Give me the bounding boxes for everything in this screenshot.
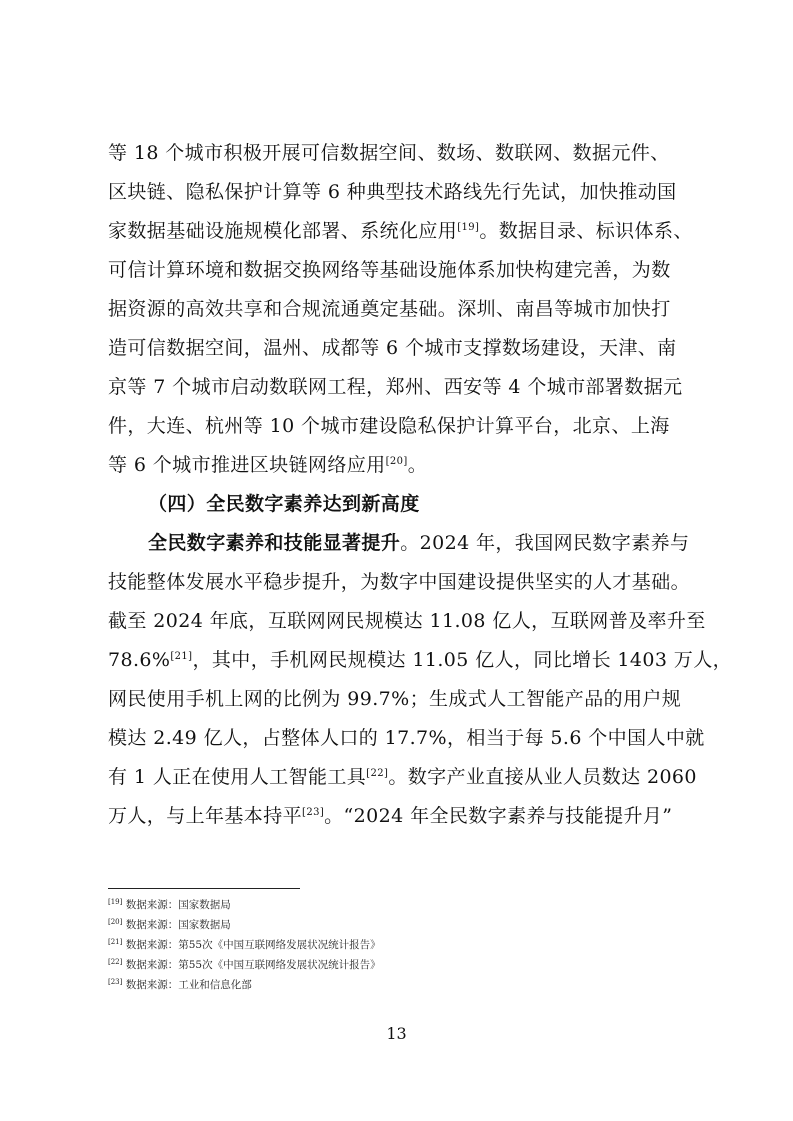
body-line: 件，大连、杭州等 10 个城市建设隐私保护计算平台，北京、上海 (108, 415, 670, 437)
lead-phrase: 全民数字素养和技能显著提升 (148, 532, 401, 554)
body-line: 造可信数据空间，温州、成都等 6 个城市支撑数场建设，天津、南 (108, 337, 677, 359)
body-line: 京等 7 个城市启动数联网工程，郑州、西安等 4 个城市部署数据元 (108, 376, 683, 398)
footnote-ref-21[interactable]: [21] (170, 651, 193, 662)
body-line: 模达 2.49 亿人，占整体人口的 17.7%，相当于每 5.6 个中国人中就 (108, 727, 705, 749)
body-line: 网民使用手机上网的比例为 99.7%；生成式人工智能产品的用户规 (108, 688, 682, 710)
section-heading: （四）全民数字素养达到新高度 (148, 493, 420, 515)
page-number: 13 (386, 1024, 407, 1043)
body-line: 全民数字素养和技能显著提升。2024 年，我国网民数字素养与 (148, 532, 690, 554)
body-line: 区块链、隐私保护计算等 6 种典型技术路线先行先试，加快推动国 (108, 181, 677, 203)
body-line: 据资源的高效共享和合规流通奠定基础。深圳、南昌等城市加快打 (108, 298, 671, 320)
footnote: [19] 数据来源：国家数据局 (108, 898, 231, 911)
footnote-ref-20[interactable]: [20] (385, 456, 408, 467)
body-line: 78.6%[21]，其中，手机网民规模达 11.05 亿人，同比增长 1403 万人， (108, 649, 733, 671)
footnote: [21] 数据来源：第55次《中国互联网络发展状况统计报告》 (108, 938, 381, 951)
footnote: [20] 数据来源：国家数据局 (108, 918, 231, 931)
footnote: [22] 数据来源：第55次《中国互联网络发展状况统计报告》 (108, 958, 381, 971)
body-line: 等 6 个城市推进区块链网络应用[20]。 (108, 454, 428, 476)
body-line: 万人，与上年基本持平[23]。“2024 年全民数字素养与技能提升月” (108, 805, 673, 827)
footnote-separator (108, 888, 300, 889)
footnote-ref-23[interactable]: [23] (302, 807, 325, 818)
body-line: 技能整体发展水平稳步提升，为数字中国建设提供坚实的人才基础。 (108, 571, 691, 593)
body-line: 等 18 个城市积极开展可信数据空间、数场、数联网、数据元件、 (108, 142, 670, 164)
body-line: 可信计算环境和数据交换网络等基础设施体系加快构建完善，为数 (108, 259, 671, 281)
body-line: 有 1 人正在使用人工智能工具[22]。数字产业直接从业人员数达 2060 (108, 766, 697, 788)
body-line: 家数据基础设施规模化部署、系统化应用[19]。数据目录、标识体系、 (108, 220, 693, 242)
footnote-ref-22[interactable]: [22] (366, 768, 389, 779)
footnote: [23] 数据来源：工业和信息化部 (108, 978, 252, 991)
body-line: 截至 2024 年底，互联网网民规模达 11.08 亿人，互联网普及率升至 (108, 610, 706, 632)
footnote-ref-19[interactable]: [19] (457, 222, 480, 233)
